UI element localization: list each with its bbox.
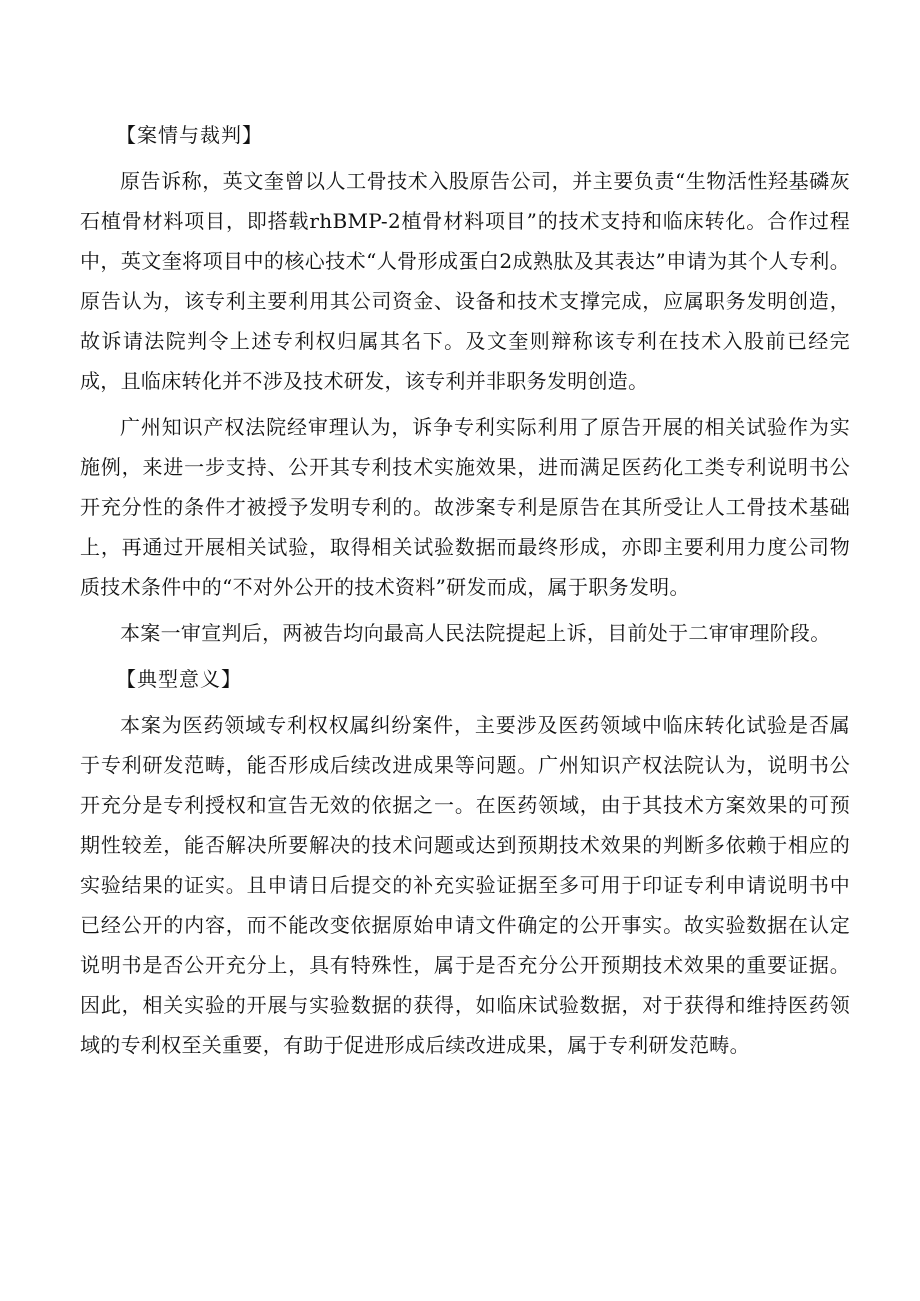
paragraph-plaintiff-claim: 原告诉称，英文奎曾以人工骨技术入股原告公司，并主要负责“生物活性羟基磷灰石植骨材料项目，即搭载rhBMP-2植骨材料项目”的技术支持和临床转化。合作过程中，英文奎将项目中的核心技术“人骨形成蛋白2成熟肽及其表达”申请为其个人专利。原告认为，该专利主要利用其公司资金、设备和技术支撑完成，应属职务发明创造，故诉请法院判令上述专利权归属其名下。及文奎则辩称该专利在技术入股前已经完成，且临床转化并不涉及技术研发，该专利并非职务发明创造。 — [80, 169, 850, 393]
document-body — [80, 115, 850, 1065]
paragraph-appeal-status: 本案一审宣判后，两被告均向最高人民法院提起上诉，目前处于二审审理阶段。 — [120, 621, 831, 645]
paragraph-court-finding: 广州知识产权法院经审理认为，诉争专利实际利用了原告开展的相关试验作为实施例，来进一步支持、公开其专利技术实施效果，进而满足医药化工类专利说明书公开充分性的条件才被授予发明专利的。故涉案专利是原告在其所受让人工骨技术基础上，再通过开展相关试验，取得相关试验数据而最终形成，亦即主要利用力度公司物质技术条件中的“不对外公开的技术资料”研发而成，属于职务发明。 — [80, 415, 850, 599]
section-heading-case-and-judgment: 【案情与裁判】 — [116, 123, 263, 147]
paragraph-significance: 本案为医药领域专利权权属纠纷案件，主要涉及医药领域中临床转化试验是否属于专利研发范畴，能否形成后续改进成果等问题。广州知识产权法院认为，说明书公开充分是专利授权和宣告无效的依据之一。在医药领域，由于其技术方案效果的可预期性较差，能否解决所要解决的技术问题或达到预期技术效果的判断多依赖于相应的实验结果的证实。且申请日后提交的补充实验证据至多可用于印证专利申请说明书中已经公开的内容，而不能改变依据原始申请文件确定的公开事实。故实验数据在认定说明书是否公开充分上，具有特殊性，属于是否充分公开预期技术效果的重要证据。因此，相关实验的开展与实验数据的获得，如临床试验数据，对于获得和维持医药领域的专利权至关重要，有助于促进形成后续改进成果，属于专利研发范畴。 — [80, 713, 850, 1057]
section-heading-typical-significance: 【典型意义】 — [116, 667, 242, 691]
